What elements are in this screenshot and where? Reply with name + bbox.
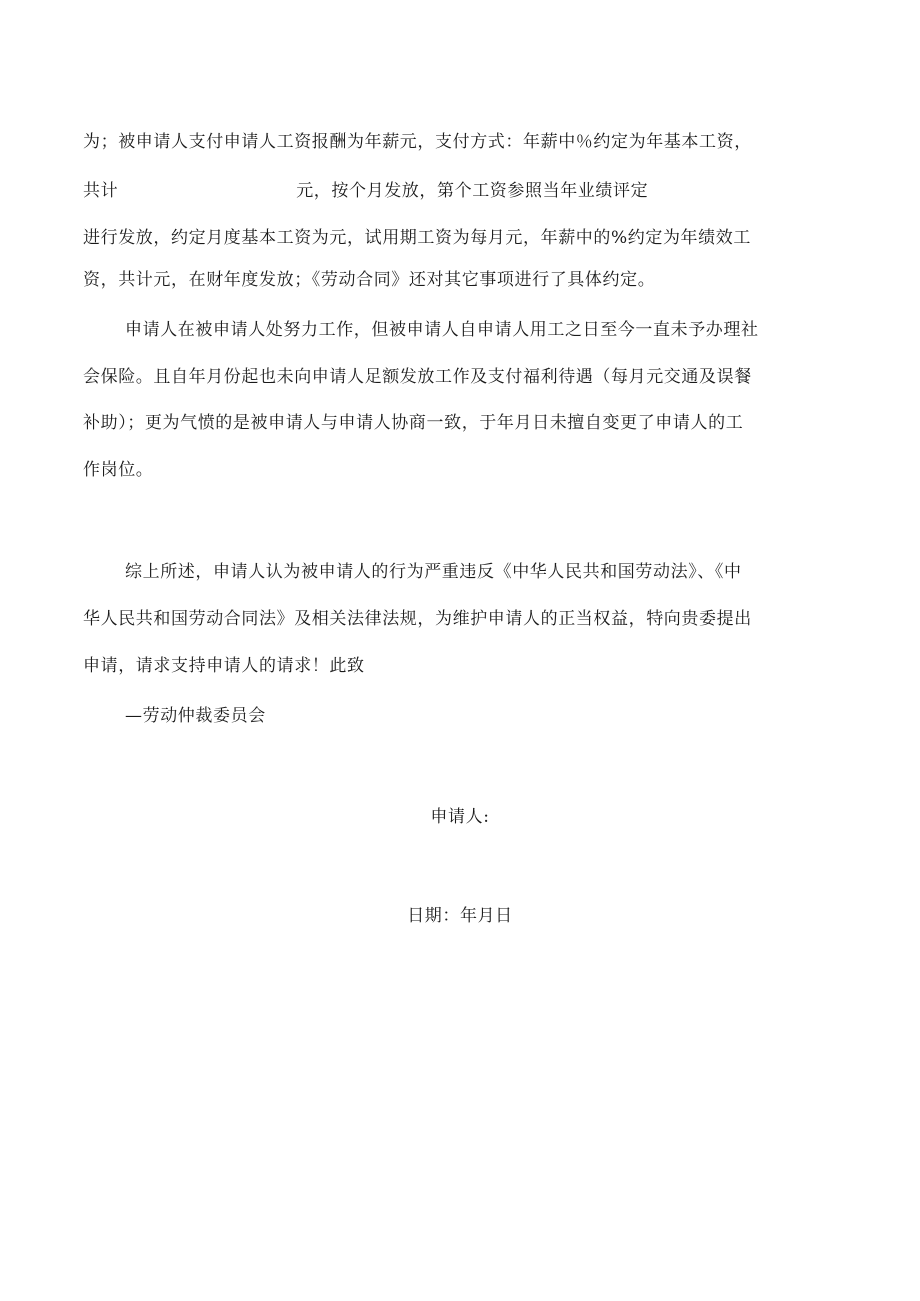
paragraph-1-line-2 [83,180,648,202]
paragraph-2-line-1: 申请人在被申请人处努力工作，但被申请人自申请人用工之日至今一直未予办理社 [125,320,759,340]
paragraph-3-line-3: 申请，请求支持申请人的请求！此致 [83,656,365,676]
addressee: —劳动仲裁委员会 [125,706,266,726]
paragraph-2-line-3: 补助）；更为气愤的是被申请人与申请人协商一致，于年月日未擅自变更了申请人的工 [83,413,744,433]
paragraph-1-line-1: 为；被申请人支付申请人工资报酬为年薪元，支付方式：年薪中％约定为年基本工资， [83,132,752,152]
paragraph-1-line-3: 进行发放，约定月度基本工资为元，试用期工资为每月元，年薪中的%约定为年绩效工 [83,228,751,248]
paragraph-2-line-4: 作岗位。 [83,460,154,480]
date-label: 日期：年月日 [407,906,513,926]
paragraph-1-line-2-text: 元，按个月发放，第个工资参照当年业绩评定 [296,181,649,201]
paragraph-2-line-2: 会保险。且自年月份起也未向申请人足额发放工作及支付福利待遇（每月元交通及误餐 [83,367,752,387]
paragraph-1-line-4: 资，共计元，在财年度发放；《劳动合同》还对其它事项进行了具体约定。 [83,270,656,290]
paragraph-1-line-2-prefix: 共计 [83,181,119,201]
paragraph-3-line-1: 综上所述，申请人认为被申请人的行为严重违反《中华人民共和国劳动法》、《中 [125,562,742,582]
paragraph-3-line-2: 华人民共和国劳动合同法》及相关法律法规，为维护申请人的正当权益，特向贵委提出 [83,609,752,629]
applicant-label: 申请人: [430,807,490,827]
